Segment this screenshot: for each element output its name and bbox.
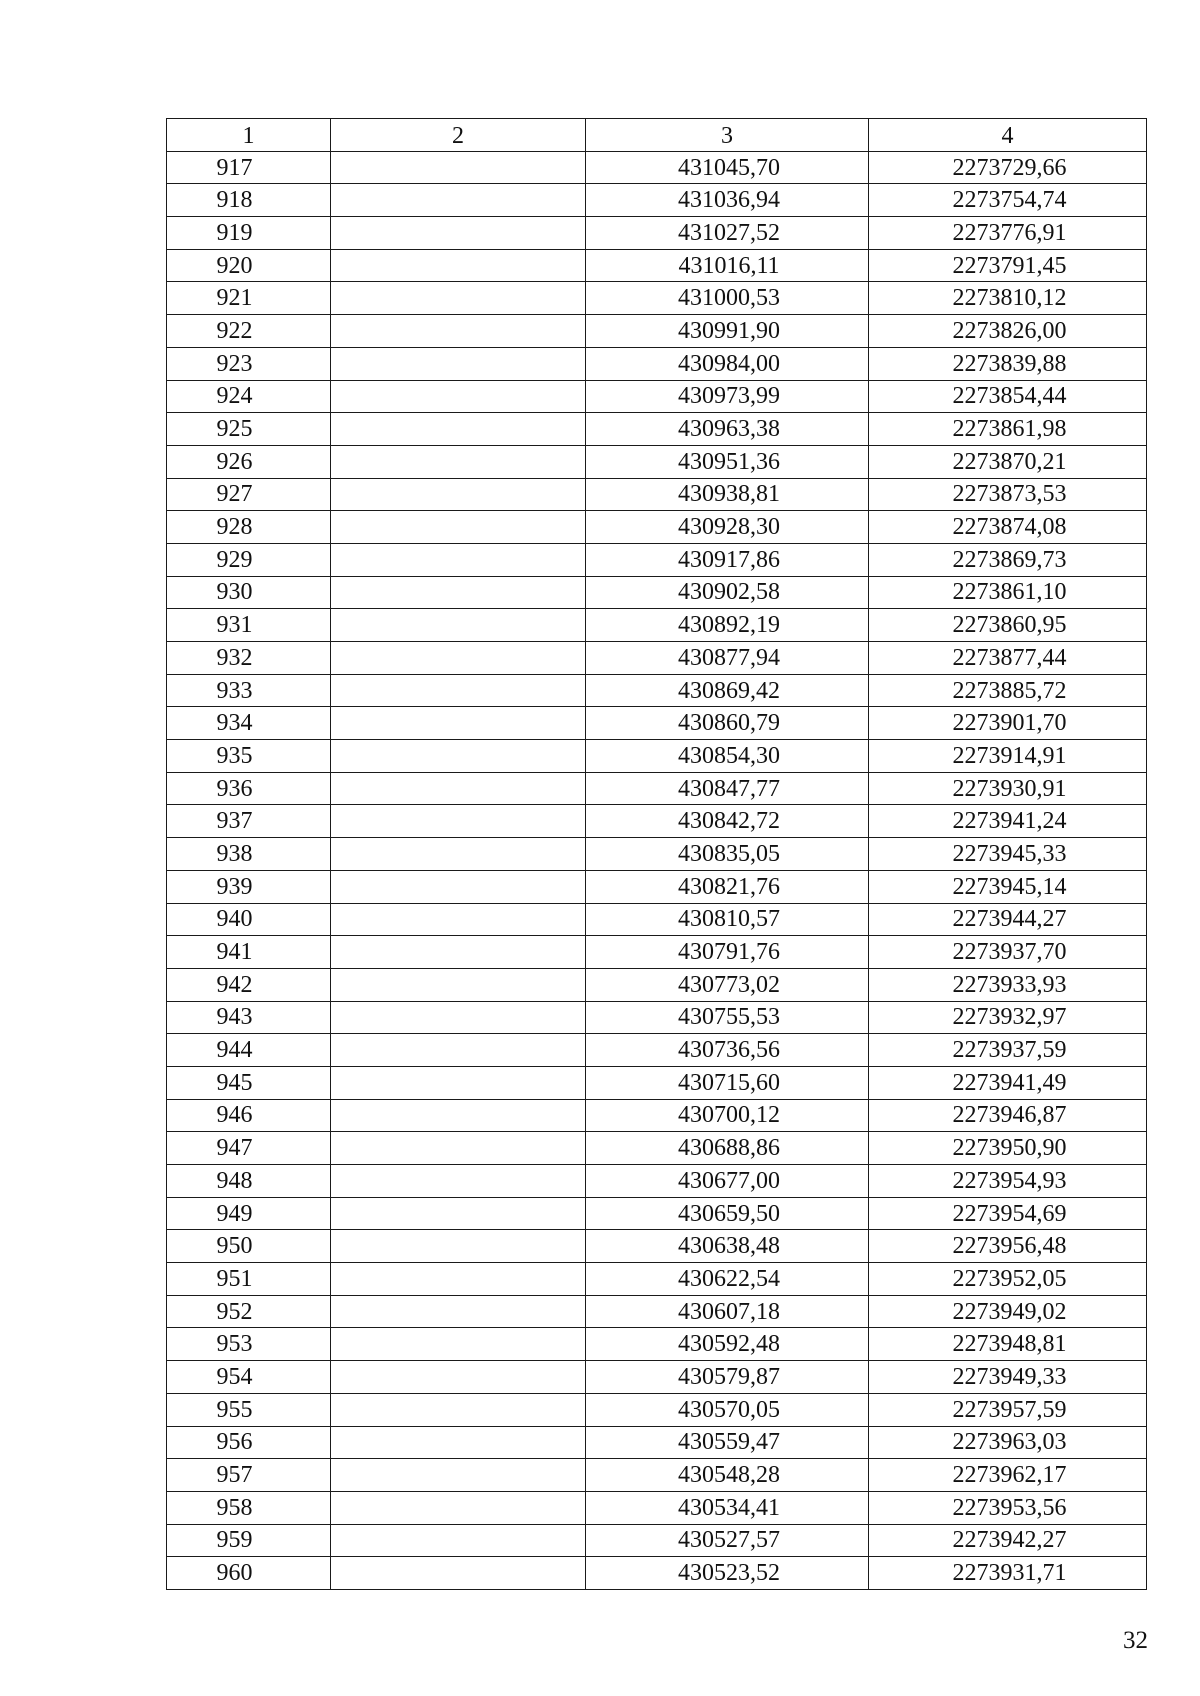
point-number-cell: 918 — [167, 184, 331, 217]
x-coordinate-cell: 430527,57 — [586, 1524, 869, 1557]
point-number-cell: 952 — [167, 1295, 331, 1328]
column-2-cell — [331, 642, 586, 675]
y-coordinate-cell: 2273952,05 — [869, 1263, 1147, 1296]
column-2-cell — [331, 217, 586, 250]
x-coordinate-cell: 430579,87 — [586, 1361, 869, 1394]
point-number-cell: 921 — [167, 282, 331, 315]
y-coordinate-cell: 2273869,73 — [869, 543, 1147, 576]
y-coordinate-cell: 2273861,10 — [869, 576, 1147, 609]
y-coordinate-cell: 2273826,00 — [869, 315, 1147, 348]
header-col-4: 4 — [869, 119, 1147, 152]
table-row — [167, 1295, 1147, 1328]
x-coordinate-cell: 430928,30 — [586, 511, 869, 544]
header-col-1: 1 — [167, 119, 331, 152]
x-coordinate-cell: 430821,76 — [586, 870, 869, 903]
point-number-cell: 935 — [167, 740, 331, 773]
y-coordinate-cell: 2273941,49 — [869, 1066, 1147, 1099]
point-number-cell: 938 — [167, 838, 331, 871]
table-row — [167, 347, 1147, 380]
column-2-cell — [331, 968, 586, 1001]
x-coordinate-cell: 431027,52 — [586, 217, 869, 250]
y-coordinate-cell: 2273949,33 — [869, 1361, 1147, 1394]
header-col-2: 2 — [331, 119, 586, 152]
table-body — [167, 151, 1147, 1589]
x-coordinate-cell: 431000,53 — [586, 282, 869, 315]
table-row — [167, 380, 1147, 413]
column-2-cell — [331, 805, 586, 838]
table-row — [167, 870, 1147, 903]
column-2-cell — [331, 1361, 586, 1394]
point-number-cell: 924 — [167, 380, 331, 413]
point-number-cell: 932 — [167, 642, 331, 675]
point-number-cell: 951 — [167, 1263, 331, 1296]
table-row — [167, 413, 1147, 446]
x-coordinate-cell: 430877,94 — [586, 642, 869, 675]
point-number-cell: 931 — [167, 609, 331, 642]
point-number-cell: 944 — [167, 1034, 331, 1067]
y-coordinate-cell: 2273937,70 — [869, 936, 1147, 969]
x-coordinate-cell: 430523,52 — [586, 1557, 869, 1590]
x-coordinate-cell: 430715,60 — [586, 1066, 869, 1099]
table-row — [167, 1165, 1147, 1198]
table-row — [167, 674, 1147, 707]
table-row — [167, 968, 1147, 1001]
x-coordinate-cell: 430847,77 — [586, 772, 869, 805]
point-number-cell: 954 — [167, 1361, 331, 1394]
table-row — [167, 903, 1147, 936]
y-coordinate-cell: 2273874,08 — [869, 511, 1147, 544]
y-coordinate-cell: 2273950,90 — [869, 1132, 1147, 1165]
column-2-cell — [331, 870, 586, 903]
column-2-cell — [331, 347, 586, 380]
table-row — [167, 511, 1147, 544]
table-row — [167, 609, 1147, 642]
point-number-cell: 939 — [167, 870, 331, 903]
y-coordinate-cell: 2273860,95 — [869, 609, 1147, 642]
point-number-cell: 943 — [167, 1001, 331, 1034]
y-coordinate-cell: 2273949,02 — [869, 1295, 1147, 1328]
y-coordinate-cell: 2273873,53 — [869, 478, 1147, 511]
point-number-cell: 936 — [167, 772, 331, 805]
column-2-cell — [331, 772, 586, 805]
column-2-cell — [331, 1328, 586, 1361]
table-row — [167, 740, 1147, 773]
table-row — [167, 445, 1147, 478]
column-2-cell — [331, 838, 586, 871]
x-coordinate-cell: 430592,48 — [586, 1328, 869, 1361]
column-2-cell — [331, 1197, 586, 1230]
table-row — [167, 282, 1147, 315]
column-2-cell — [331, 903, 586, 936]
y-coordinate-cell: 2273791,45 — [869, 249, 1147, 282]
column-2-cell — [331, 1132, 586, 1165]
y-coordinate-cell: 2273870,21 — [869, 445, 1147, 478]
point-number-cell: 942 — [167, 968, 331, 1001]
point-number-cell: 934 — [167, 707, 331, 740]
x-coordinate-cell: 430854,30 — [586, 740, 869, 773]
y-coordinate-cell: 2273810,12 — [869, 282, 1147, 315]
x-coordinate-cell: 430951,36 — [586, 445, 869, 478]
table-row — [167, 315, 1147, 348]
point-number-cell: 946 — [167, 1099, 331, 1132]
y-coordinate-cell: 2273877,44 — [869, 642, 1147, 675]
table-row — [167, 576, 1147, 609]
y-coordinate-cell: 2273930,91 — [869, 772, 1147, 805]
point-number-cell: 929 — [167, 543, 331, 576]
column-2-cell — [331, 413, 586, 446]
table-row — [167, 1066, 1147, 1099]
x-coordinate-cell: 430892,19 — [586, 609, 869, 642]
point-number-cell: 960 — [167, 1557, 331, 1590]
column-2-cell — [331, 151, 586, 184]
point-number-cell: 950 — [167, 1230, 331, 1263]
x-coordinate-cell: 430973,99 — [586, 380, 869, 413]
table-row — [167, 1459, 1147, 1492]
x-coordinate-cell: 430842,72 — [586, 805, 869, 838]
x-coordinate-cell: 430963,38 — [586, 413, 869, 446]
x-coordinate-cell: 430659,50 — [586, 1197, 869, 1230]
x-coordinate-cell: 430938,81 — [586, 478, 869, 511]
table-row — [167, 478, 1147, 511]
y-coordinate-cell: 2273861,98 — [869, 413, 1147, 446]
column-2-cell — [331, 1426, 586, 1459]
table-row — [167, 1524, 1147, 1557]
y-coordinate-cell: 2273954,93 — [869, 1165, 1147, 1198]
x-coordinate-cell: 430736,56 — [586, 1034, 869, 1067]
x-coordinate-cell: 430860,79 — [586, 707, 869, 740]
point-number-cell: 957 — [167, 1459, 331, 1492]
table-row — [167, 543, 1147, 576]
point-number-cell: 937 — [167, 805, 331, 838]
header-row — [167, 119, 1147, 152]
x-coordinate-cell: 430559,47 — [586, 1426, 869, 1459]
column-2-cell — [331, 1034, 586, 1067]
table-row — [167, 707, 1147, 740]
x-coordinate-cell: 431036,94 — [586, 184, 869, 217]
column-2-cell — [331, 478, 586, 511]
table-row — [167, 1034, 1147, 1067]
column-2-cell — [331, 543, 586, 576]
x-coordinate-cell: 430755,53 — [586, 1001, 869, 1034]
table-row — [167, 1001, 1147, 1034]
x-coordinate-cell: 430688,86 — [586, 1132, 869, 1165]
table-row — [167, 249, 1147, 282]
x-coordinate-cell: 430622,54 — [586, 1263, 869, 1296]
table-row — [167, 151, 1147, 184]
column-2-cell — [331, 1557, 586, 1590]
column-2-cell — [331, 1099, 586, 1132]
y-coordinate-cell: 2273953,56 — [869, 1491, 1147, 1524]
point-number-cell: 927 — [167, 478, 331, 511]
point-number-cell: 947 — [167, 1132, 331, 1165]
column-2-cell — [331, 511, 586, 544]
table-row — [167, 1132, 1147, 1165]
column-2-cell — [331, 1066, 586, 1099]
column-2-cell — [331, 282, 586, 315]
x-coordinate-cell: 430570,05 — [586, 1393, 869, 1426]
x-coordinate-cell: 430810,57 — [586, 903, 869, 936]
x-coordinate-cell: 430984,00 — [586, 347, 869, 380]
table-row — [167, 1230, 1147, 1263]
column-2-cell — [331, 740, 586, 773]
y-coordinate-cell: 2273963,03 — [869, 1426, 1147, 1459]
x-coordinate-cell: 430534,41 — [586, 1491, 869, 1524]
table-row — [167, 1328, 1147, 1361]
point-number-cell: 941 — [167, 936, 331, 969]
column-2-cell — [331, 1230, 586, 1263]
table-row — [167, 805, 1147, 838]
x-coordinate-cell: 430700,12 — [586, 1099, 869, 1132]
y-coordinate-cell: 2273914,91 — [869, 740, 1147, 773]
table-row — [167, 936, 1147, 969]
table-row — [167, 1361, 1147, 1394]
x-coordinate-cell: 430773,02 — [586, 968, 869, 1001]
y-coordinate-cell: 2273854,44 — [869, 380, 1147, 413]
x-coordinate-cell: 430791,76 — [586, 936, 869, 969]
table-row — [167, 1099, 1147, 1132]
y-coordinate-cell: 2273941,24 — [869, 805, 1147, 838]
y-coordinate-cell: 2273885,72 — [869, 674, 1147, 707]
column-2-cell — [331, 936, 586, 969]
y-coordinate-cell: 2273946,87 — [869, 1099, 1147, 1132]
point-number-cell: 956 — [167, 1426, 331, 1459]
point-number-cell: 926 — [167, 445, 331, 478]
column-2-cell — [331, 1393, 586, 1426]
point-number-cell: 940 — [167, 903, 331, 936]
table-row — [167, 772, 1147, 805]
column-2-cell — [331, 1165, 586, 1198]
column-2-cell — [331, 1491, 586, 1524]
x-coordinate-cell: 430607,18 — [586, 1295, 869, 1328]
y-coordinate-cell: 2273839,88 — [869, 347, 1147, 380]
column-2-cell — [331, 1459, 586, 1492]
point-number-cell: 945 — [167, 1066, 331, 1099]
y-coordinate-cell: 2273954,69 — [869, 1197, 1147, 1230]
column-2-cell — [331, 609, 586, 642]
column-2-cell — [331, 576, 586, 609]
point-number-cell: 948 — [167, 1165, 331, 1198]
column-2-cell — [331, 445, 586, 478]
table-row — [167, 1557, 1147, 1590]
coordinates-table — [166, 118, 1147, 1590]
table-row — [167, 1393, 1147, 1426]
y-coordinate-cell: 2273962,17 — [869, 1459, 1147, 1492]
x-coordinate-cell: 431045,70 — [586, 151, 869, 184]
table-row — [167, 1197, 1147, 1230]
x-coordinate-cell: 430835,05 — [586, 838, 869, 871]
y-coordinate-cell: 2273944,27 — [869, 903, 1147, 936]
point-number-cell: 920 — [167, 249, 331, 282]
y-coordinate-cell: 2273957,59 — [869, 1393, 1147, 1426]
column-2-cell — [331, 380, 586, 413]
column-2-cell — [331, 1001, 586, 1034]
point-number-cell: 928 — [167, 511, 331, 544]
y-coordinate-cell: 2273931,71 — [869, 1557, 1147, 1590]
point-number-cell: 958 — [167, 1491, 331, 1524]
y-coordinate-cell: 2273729,66 — [869, 151, 1147, 184]
column-2-cell — [331, 1263, 586, 1296]
point-number-cell: 922 — [167, 315, 331, 348]
y-coordinate-cell: 2273945,33 — [869, 838, 1147, 871]
point-number-cell: 923 — [167, 347, 331, 380]
y-coordinate-cell: 2273945,14 — [869, 870, 1147, 903]
point-number-cell: 949 — [167, 1197, 331, 1230]
x-coordinate-cell: 430548,28 — [586, 1459, 869, 1492]
table-row — [167, 1263, 1147, 1296]
column-2-cell — [331, 707, 586, 740]
x-coordinate-cell: 430638,48 — [586, 1230, 869, 1263]
y-coordinate-cell: 2273932,97 — [869, 1001, 1147, 1034]
table-row — [167, 217, 1147, 250]
header-col-3: 3 — [586, 119, 869, 152]
x-coordinate-cell: 430991,90 — [586, 315, 869, 348]
point-number-cell: 919 — [167, 217, 331, 250]
column-2-cell — [331, 1524, 586, 1557]
point-number-cell: 930 — [167, 576, 331, 609]
point-number-cell: 959 — [167, 1524, 331, 1557]
x-coordinate-cell: 430677,00 — [586, 1165, 869, 1198]
column-2-cell — [331, 315, 586, 348]
point-number-cell: 917 — [167, 151, 331, 184]
x-coordinate-cell: 431016,11 — [586, 249, 869, 282]
point-number-cell: 953 — [167, 1328, 331, 1361]
x-coordinate-cell: 430917,86 — [586, 543, 869, 576]
x-coordinate-cell: 430902,58 — [586, 576, 869, 609]
point-number-cell: 925 — [167, 413, 331, 446]
column-2-cell — [331, 249, 586, 282]
y-coordinate-cell: 2273937,59 — [869, 1034, 1147, 1067]
y-coordinate-cell: 2273933,93 — [869, 968, 1147, 1001]
table-row — [167, 1491, 1147, 1524]
y-coordinate-cell: 2273776,91 — [869, 217, 1147, 250]
table-row — [167, 1426, 1147, 1459]
y-coordinate-cell: 2273901,70 — [869, 707, 1147, 740]
column-2-cell — [331, 184, 586, 217]
table-row — [167, 838, 1147, 871]
column-2-cell — [331, 1295, 586, 1328]
y-coordinate-cell: 2273942,27 — [869, 1524, 1147, 1557]
table-row — [167, 642, 1147, 675]
x-coordinate-cell: 430869,42 — [586, 674, 869, 707]
table-row — [167, 184, 1147, 217]
y-coordinate-cell: 2273956,48 — [869, 1230, 1147, 1263]
y-coordinate-cell: 2273948,81 — [869, 1328, 1147, 1361]
point-number-cell: 955 — [167, 1393, 331, 1426]
table-header — [167, 119, 1147, 152]
point-number-cell: 933 — [167, 674, 331, 707]
column-2-cell — [331, 674, 586, 707]
y-coordinate-cell: 2273754,74 — [869, 184, 1147, 217]
page-number: 32 — [1123, 1627, 1148, 1654]
